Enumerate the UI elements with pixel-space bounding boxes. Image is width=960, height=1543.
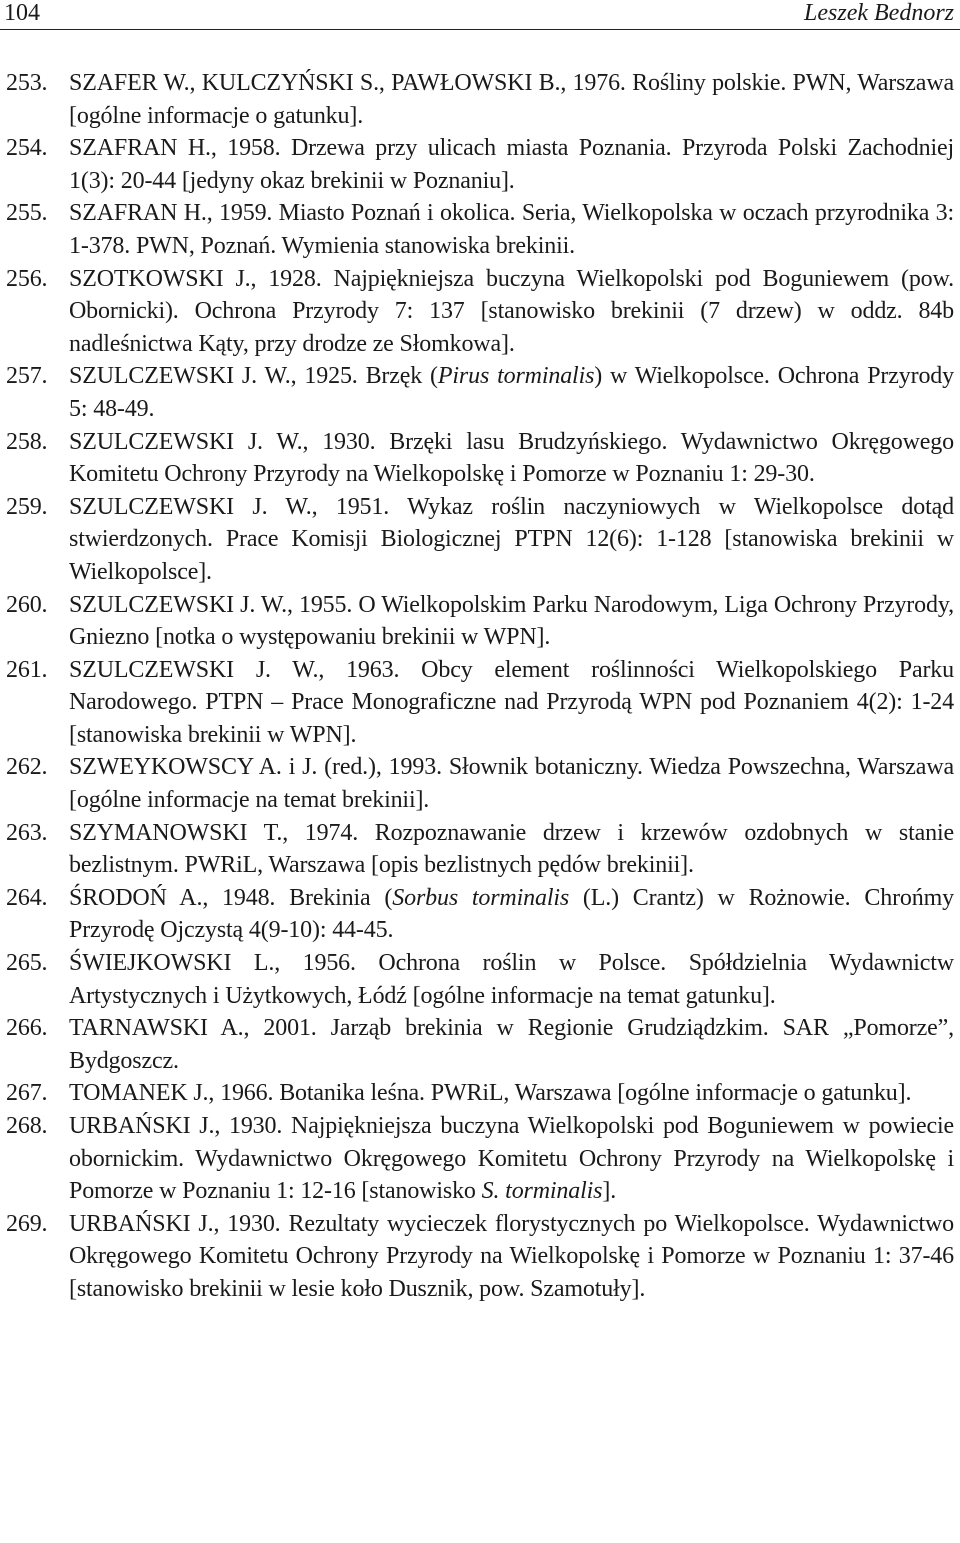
page-number: 104 [4, 0, 40, 26]
reference-number: 259. [6, 493, 48, 520]
reference-text-segment: SZULCZEWSKI J. W., 1951. Wykaz roślin naczyniowych w Wielkopolsce dotąd stwierdzonych. Prace Komisji Biologicznej PTPN 12(6): 1-128 [stanowiska brekinii w Wielkopolsce]. [69, 493, 954, 585]
reference-text [69, 1015, 954, 1074]
reference-text-segment: ) w Wielkopolsce. Ochrona Przyrody 5: 48-49. [69, 363, 954, 422]
reference-text [69, 657, 954, 748]
reference-entry [6, 197, 954, 262]
reference-entry [6, 882, 954, 947]
reference-text [69, 950, 954, 1009]
reference-number: 261. [6, 656, 48, 683]
reference-text-segment: SZAFRAN H., 1959. Miasto Poznań i okolica. Seria, Wielkopolska w oczach przyrodnika 3: 1-378. PWN, Poznań. Wymienia stanowiska brekinii. [69, 200, 954, 259]
reference-number: 265. [6, 950, 48, 977]
running-author: Leszek Bednorz [804, 0, 954, 26]
reference-number: 268. [6, 1113, 48, 1139]
reference-text-segment: TARNAWSKI A., 2001. Jarząb brekinia w Regionie Grudziądzkim. SAR „Pomorze”, Bydgoszcz. [69, 1015, 954, 1074]
reference-entry [6, 1077, 954, 1110]
species-name-italic: Pirus torminalis [437, 363, 595, 390]
reference-text [69, 494, 954, 585]
reference-number: 266. [6, 1015, 48, 1042]
reference-text-segment: URBAŃSKI J., 1930. Rezultaty wycieczek florystycznych po Wielkopolsce. Wydawnictwo Okręgowego Komitetu Ochrony Przyrody na Wielkopolskę i Pomorze w Poznaniu 1: 37-46 [stanowisko brekinii w lesie koło Dusznik, pow. Szamotuły]. [69, 1210, 954, 1302]
reference-text-segment: SZULCZEWSKI J. W., 1930. Brzęki lasu Brudzyńskiego. Wydawnictwo Okręgowego Komitetu Ochrony Przyrody na Wielkopolskę i Pomorze w Poznaniu 1: 29-30. [69, 428, 954, 488]
reference-text-segment: SZAFRAN H., 1958. Drzewa przy ulicach miasta Poznania. Przyroda Polski Zachodniej 1(3): 20-44 [jedyny okaz brekinii w Poznaniu]. [69, 135, 954, 194]
reference-text-segment: URBAŃSKI J., 1930. Najpiękniejsza buczyna Wielkopolski pod Boguniewem w powiecie obornickim. Wydawnictwo Okręgowego Komitetu Ochrony Przyrody na Wielkopolskę i Pomorze w Poznaniu 1: 12-16 [stanowisko [69, 1113, 954, 1205]
reference-text [69, 266, 954, 357]
reference-list [6, 67, 954, 1306]
reference-text-segment: ]. [602, 1178, 617, 1205]
reference-entry [6, 589, 954, 654]
reference-number: 269. [6, 1210, 48, 1237]
reference-entry [6, 263, 954, 361]
reference-number: 267. [6, 1080, 48, 1107]
reference-number: 254. [6, 135, 48, 162]
reference-text [69, 1080, 911, 1106]
reference-text [69, 70, 954, 129]
reference-number: 260. [6, 591, 48, 618]
reference-entry [6, 426, 954, 491]
reference-text [69, 200, 954, 259]
reference-number: 264. [6, 884, 48, 911]
reference-text [69, 885, 954, 944]
reference-text-segment: TOMANEK J., 1966. Botanika leśna. PWRiL, Warszawa [ogólne informacje o gatunku]. [69, 1080, 912, 1107]
reference-text-segment: SZULCZEWSKI J. W., 1963. Obcy element roślinności Wielkopolskiego Parku Narodowego. PTPN – Prace Monograficzne nad Przyrodą WPN pod Poznaniem 4(2): 1-24 [stanowiska brekinii w WPN]. [69, 656, 954, 748]
reference-number: 258. [6, 428, 48, 455]
species-name-italic: Sorbus torminalis [392, 884, 570, 911]
reference-entry [6, 360, 954, 425]
reference-text [69, 592, 954, 651]
reference-text-segment: ŚWIEJKOWSKI L., 1956. Ochrona roślin w Polsce. Spółdzielnia Wydawnictw Artystycznych i Użytkowych, Łódź [ogólne informacje na temat gatunku]. [69, 950, 954, 1009]
reference-entry [6, 947, 954, 1012]
reference-text [69, 363, 954, 422]
reference-text-segment: SZOTKOWSKI J., 1928. Najpiękniejsza buczyna Wielkopolski pod Boguniewem (pow. Obornicki). Ochrona Przyrody 7: 137 [stanowisko brekinii (7 drzew) w oddz. 84b nadleśnictwa Kąty, przy drodze ze Słomkowa]. [69, 265, 954, 357]
reference-number: 255. [6, 200, 48, 227]
reference-text [69, 429, 954, 488]
species-name-italic: S. torminalis [481, 1178, 603, 1205]
running-header [0, 0, 960, 30]
reference-entry [6, 1208, 954, 1306]
reference-entry [6, 817, 954, 882]
reference-number: 257. [6, 363, 48, 390]
reference-entry [6, 67, 954, 132]
reference-entry [6, 1012, 954, 1077]
reference-text [69, 1113, 954, 1204]
reference-entry [6, 751, 954, 816]
reference-number: 256. [6, 265, 48, 292]
reference-text-segment: SZAFER W., KULCZYŃSKI S., PAWŁOWSKI B., 1976. Rośliny polskie. PWN, Warszawa [ogólne informacje o gatunku]. [69, 70, 954, 129]
reference-number: 253. [6, 70, 48, 96]
reference-text [69, 754, 954, 813]
reference-number: 262. [6, 754, 48, 781]
reference-entry [6, 654, 954, 752]
reference-text [69, 820, 954, 879]
reference-text-segment: SZULCZEWSKI J. W., 1925. Brzęk ( [69, 363, 438, 390]
reference-text-segment: SZWEYKOWSCY A. i J. (red.), 1993. Słownik botaniczny. Wiedza Powszechna, Warszawa [ogólne informacje na temat brekinii]. [69, 754, 954, 814]
reference-entry [6, 132, 954, 197]
reference-text [69, 135, 954, 194]
reference-text-segment: (L.) Crantz) w Rożnowie. Chrońmy Przyrodę Ojczystą 4(9-10): 44-45. [69, 884, 954, 944]
reference-entry [6, 491, 954, 589]
reference-text [69, 1211, 954, 1302]
reference-entry [6, 1110, 954, 1208]
reference-text-segment: SZYMANOWSKI T., 1974. Rozpoznawanie drzew i krzewów ozdobnych w stanie bezlistnym. PWRiL, Warszawa [opis bezlistnych pędów brekinii]. [69, 819, 954, 879]
reference-text-segment: ŚRODOŃ A., 1948. Brekinia ( [69, 884, 393, 911]
reference-text-segment: SZULCZEWSKI J. W., 1955. O Wielkopolskim Parku Narodowym, Liga Ochrony Przyrody, Gniezno [notka o występowaniu brekinii w WPN]. [69, 591, 954, 651]
reference-number: 263. [6, 819, 48, 846]
